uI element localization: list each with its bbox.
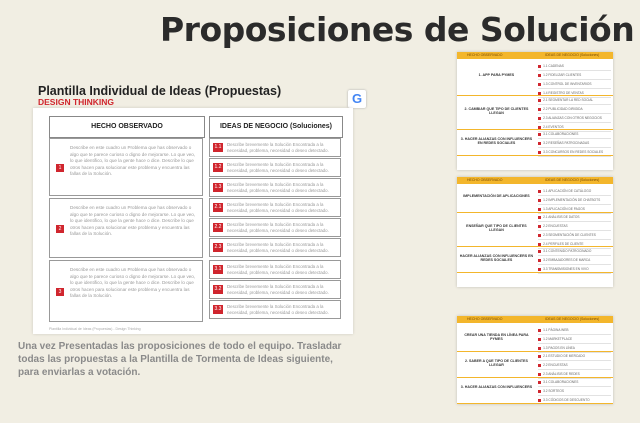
- mini-cell: [538, 196, 611, 205]
- mini-cell: [538, 352, 611, 361]
- mini-cell-text: 2.1 ESTUDIO DE MERCADO: [543, 354, 586, 358]
- observed-fact-cell[interactable]: [49, 260, 203, 322]
- mini-cell-marker: [538, 208, 541, 211]
- mini-cell-text: 1.1 CADENAS: [543, 64, 564, 68]
- mini-cell-marker: [538, 65, 541, 68]
- mini-cell-marker: [538, 338, 541, 341]
- mini-cell-marker: [538, 99, 541, 102]
- mini-row-cells: [538, 130, 611, 157]
- mini-cell-text: 2.3 ALIANZAS CON OTROS NEGOCIOS: [543, 116, 602, 120]
- mini-cell-text: 2.2 PUBLICIDAD DIRIGIDA: [543, 107, 583, 111]
- mini-cell: [538, 213, 611, 222]
- mini-cell: [538, 114, 611, 123]
- mini-cell: [538, 130, 611, 139]
- mini-cell-marker: [538, 364, 541, 367]
- mini-cell-text: 1.1 PÁGINA WEB: [543, 328, 569, 332]
- mini-cell-marker: [538, 83, 541, 86]
- mini-cell: [538, 247, 611, 256]
- mini-cell-marker: [538, 74, 541, 77]
- observed-text: Describe en este cuadro un Problema que has observado o algo que te parece curioso o digno de mejorarse. Lo que veo, lo que identifico, lo que la gente hace o dice. Describe lo que otros hacen para solucionar este problema y encuentra las fallas de la Solución.: [70, 205, 196, 236]
- idea-cell[interactable]: [209, 178, 341, 197]
- mini-cell: [538, 105, 611, 114]
- mini-row-label: 2. CAMBIAR QUE TIPO DE CLIENTES LLEGAN: [464, 107, 529, 116]
- mini-row: [457, 378, 613, 402]
- mini-cell-text: 3.1 COLABORACIONES: [543, 132, 579, 136]
- slide-description: Una vez Presentadas las proposiciones de todo el equipo. Trasladar todas las propuestas a la Plantilla de Tormenta de Ideas siguiente, para enviarlas a votación.: [18, 341, 342, 378]
- idea-text: Describe brevemente la Solución Encontrada a la necesidad, problema, necesidad o deseo detectado.: [227, 202, 329, 213]
- idea-number: 1.1: [214, 144, 222, 150]
- mini-cell: [538, 335, 611, 344]
- mini-cell-text: 2.4 EVENTOS: [543, 125, 564, 129]
- mini-header-observed: HECHO OBSERVADO: [467, 53, 503, 57]
- mini-cell-text: 3.2 EMBAJADORES DE MARCA: [543, 258, 591, 262]
- mini-sheet-header: [457, 177, 613, 184]
- observed-fact-cell[interactable]: [49, 198, 203, 258]
- mini-cell-marker: [538, 199, 541, 202]
- mini-row: [457, 213, 613, 245]
- mini-row-label: 3. HACER ALIANZAS CON INFLUENCERS EN REDES SOCIALES: [460, 137, 533, 146]
- mini-cell-marker: [538, 151, 541, 154]
- mini-cell-text: 1.2 IMPLEMENTACIÓN DE CHATBOTS: [543, 198, 601, 202]
- mini-row-cells: [538, 378, 611, 404]
- mini-cell-text: 1.2 FIDELIZAR CLIENTES: [543, 73, 582, 77]
- mini-cell-text: 3.1 COLABORACIONES: [543, 380, 579, 384]
- mini-cell-marker: [538, 190, 541, 193]
- idea-number: 2.1: [214, 204, 222, 210]
- mini-cell: [538, 326, 611, 335]
- observed-text: Describe en este cuadro un Problema que has observado o algo que te parece curioso o digno de mejorarse. Lo que veo, lo que identifico, lo que la gente hace o dice. Describe lo que otros hacen para solucionar este problema y encuentra las fallas de la Solución.: [70, 145, 196, 176]
- mini-cell-text: 3.3 CONCURSOS EN REDES SOCIALES: [543, 150, 604, 154]
- mini-cell-marker: [538, 142, 541, 145]
- idea-number: 3.1: [214, 266, 222, 272]
- idea-cell[interactable]: [209, 280, 341, 299]
- mini-cell: [538, 62, 611, 71]
- idea-cell[interactable]: [209, 260, 341, 279]
- mini-row-cells: [538, 96, 611, 132]
- mini-cell: [538, 139, 611, 148]
- mini-row-cells: [538, 352, 611, 379]
- idea-group: [49, 138, 341, 196]
- mini-sheet-3: [457, 316, 613, 404]
- mini-row: [457, 96, 613, 128]
- mini-row-label: 2. SABER A QUE TIPO DE CLIENTES LLEGAR: [465, 359, 528, 368]
- mini-header-observed: HECHO OBSERVADO: [467, 178, 503, 182]
- idea-text: Describe brevemente la Solución Encontrada a la necesidad, problema, necesidad o deseo detectado.: [227, 264, 329, 275]
- mini-row-cells: [538, 187, 611, 214]
- observed-number: 2: [56, 225, 64, 233]
- mini-cell-marker: [538, 117, 541, 120]
- mini-cell: [538, 378, 611, 387]
- mini-row: [457, 187, 613, 211]
- mini-cell-text: 2.3 SEGMENTACIÓN DE CLIENTES: [543, 233, 596, 237]
- mini-cell: [538, 80, 611, 89]
- mini-cell: [538, 387, 611, 396]
- mini-cell: [538, 96, 611, 105]
- mini-row-cells: [538, 247, 611, 274]
- mini-cell-text: 3.3 TRANSMISIONES EN VIVO: [543, 267, 589, 271]
- mini-cell-text: 2.1 SEGMENTAR LA RED SOCIAL: [543, 98, 594, 102]
- mini-header-ideas: IDEAS DE NEGOCIO (Soluciones): [545, 53, 600, 57]
- idea-text: Describe brevemente la Solución Encontrada a la necesidad, problema, necesidad o deseo detectado.: [227, 162, 329, 173]
- mini-sheet-header: [457, 52, 613, 59]
- mini-row-label: 1. APP PARA PYMES: [478, 73, 515, 77]
- observed-number: 3: [56, 288, 64, 296]
- sheet-footer: Plantilla Individual de Ideas (Propuestas) - Design Thinking: [49, 327, 141, 331]
- mini-cell-marker: [538, 329, 541, 332]
- idea-group: [49, 260, 341, 322]
- mini-row-label: CREAR UNA TIENDA EN LÍNEA PARA PYMES: [464, 333, 529, 342]
- mini-row: [457, 352, 613, 376]
- mini-cell-marker: [538, 373, 541, 376]
- mini-cell-marker: [538, 259, 541, 262]
- idea-text: Describe brevemente la Solución Encontrada a la necesidad, problema, necesidad o deseo detectado.: [227, 222, 329, 233]
- mini-cell-marker: [538, 216, 541, 219]
- mini-row: [457, 326, 613, 350]
- idea-cell[interactable]: [209, 138, 341, 157]
- observed-number: 1: [56, 164, 64, 172]
- mini-row: [457, 130, 613, 154]
- mini-cell-text: 1.2 MARKETPLACE: [543, 337, 573, 341]
- google-icon: G: [348, 90, 366, 108]
- idea-group: [49, 198, 341, 258]
- mini-cell-text: 2.2 ENCUESTAS: [543, 363, 568, 367]
- mini-row-divider: [457, 155, 613, 156]
- idea-cell[interactable]: [209, 198, 341, 217]
- mini-row-label: ENSEÑAR QUE TIPO DE CLIENTES LLEGAN: [466, 224, 527, 233]
- idea-number: 1.3: [214, 184, 222, 190]
- mini-cell: [538, 71, 611, 80]
- mini-row-label: IMPLEMENTACIÓN DE APLICACIONES: [463, 194, 530, 198]
- mini-row-cells: [538, 62, 611, 98]
- mini-cell-marker: [538, 234, 541, 237]
- mini-cell-text: 2.3 ANÁLISIS DE REDES: [543, 372, 580, 376]
- idea-cell[interactable]: [209, 218, 341, 237]
- idea-number: 3.2: [214, 286, 222, 292]
- idea-text: Describe brevemente la Solución Encontrada a la necesidad, problema, necesidad o deseo detectado.: [227, 242, 329, 253]
- mini-cell-text: 3.2 RESEÑAS PATROCINADAS: [543, 141, 590, 145]
- idea-number: 3.3: [214, 306, 222, 312]
- mini-cell-text: 3.2 SORTEOS: [543, 389, 564, 393]
- mini-cell-marker: [538, 355, 541, 358]
- idea-cell[interactable]: [209, 158, 341, 177]
- mini-cell-text: 3.1 CONTENIDO PATROCINADO: [543, 249, 592, 253]
- mini-cell-text: 2.1 ANÁLISIS DE DATOS: [543, 215, 580, 219]
- mini-row: [457, 62, 613, 94]
- idea-cell[interactable]: [209, 238, 341, 257]
- mini-cell-marker: [538, 381, 541, 384]
- mini-cell-text: 1.3 APLICACIÓN DE PAGOS: [543, 207, 585, 211]
- observed-fact-cell[interactable]: [49, 138, 203, 196]
- mini-cell-text: 1.3 PAGOS EN LÍNEA: [543, 346, 575, 350]
- header-observed: HECHO OBSERVADO: [49, 116, 205, 138]
- mini-cell-marker: [538, 225, 541, 228]
- mini-row-divider: [457, 272, 613, 273]
- mini-cell-text: 1.4 REGISTRO DE VENTAS: [543, 91, 584, 95]
- mini-sheet-header: [457, 316, 613, 323]
- mini-row-label: HACER ALIANZAS CON INFLUENCERS EN REDES SOCIALES: [459, 254, 534, 263]
- mini-cell: [538, 361, 611, 370]
- mini-cell-text: 1.1 APLICACIÓN DE CATÁLOGO: [543, 189, 592, 193]
- idea-number: 1.2: [214, 164, 222, 170]
- mini-cell: [538, 256, 611, 265]
- mini-cell-marker: [538, 250, 541, 253]
- mini-cell-text: 1.3 CONTROL DE INVENTARIOS: [543, 82, 592, 86]
- observed-text: Describe en este cuadro un Problema que has observado o algo que te parece curioso o digno de mejorarse. Lo que veo, lo que identifico, lo que la gente hace o dice. Describe lo que otros hacen para solucionar este problema y encuentra las fallas de la Solución.: [70, 267, 196, 298]
- idea-text: Describe brevemente la Solución Encontrada a la necesidad, problema, necesidad o deseo detectado.: [227, 142, 329, 153]
- mini-cell-marker: [538, 399, 541, 402]
- mini-row-divider: [457, 403, 613, 404]
- mini-row-cells: [538, 326, 611, 353]
- mini-cell-text: 2.2 ENCUESTAS: [543, 224, 568, 228]
- mini-cell-text: 2.4 PERFILES DE CLIENTE: [543, 242, 584, 246]
- idea-number: 2.2: [214, 224, 222, 230]
- mini-cell: [538, 222, 611, 231]
- mini-cell-text: 3.3 CÓDIGOS DE DESCUENTO: [543, 398, 590, 402]
- mini-row: [457, 247, 613, 271]
- slide-title: Proposiciones de Solución: [160, 10, 635, 49]
- mini-cell: [538, 187, 611, 196]
- mini-cell-marker: [538, 268, 541, 271]
- mini-sheet-1: [457, 52, 613, 170]
- mini-cell-marker: [538, 133, 541, 136]
- idea-text: Describe brevemente la Solución Encontrada a la necesidad, problema, necesidad o deseo detectado.: [227, 284, 329, 295]
- idea-text: Describe brevemente la Solución Encontrada a la necesidad, problema, necesidad o deseo detectado.: [227, 182, 329, 193]
- mini-row-cells: [538, 213, 611, 249]
- idea-text: Describe brevemente la Solución Encontrada a la necesidad, problema, necesidad o deseo detectado.: [227, 304, 329, 315]
- template-title: Plantilla Individual de Ideas (Propuestas): [38, 84, 282, 98]
- mini-cell: [538, 231, 611, 240]
- mini-header-ideas: IDEAS DE NEGOCIO (Soluciones): [545, 178, 600, 182]
- mini-row-label: 3. HACER ALIANZAS CON INFLUENCERS: [460, 385, 533, 389]
- ideas-template-sheet: [33, 108, 353, 334]
- mini-cell-marker: [538, 347, 541, 350]
- mini-sheet-2: [457, 177, 613, 287]
- mini-cell-marker: [538, 108, 541, 111]
- mini-header-ideas: IDEAS DE NEGOCIO (Soluciones): [545, 317, 600, 321]
- idea-cell[interactable]: [209, 300, 341, 319]
- header-ideas: IDEAS DE NEGOCIO (Soluciones): [209, 116, 343, 138]
- mini-header-observed: HECHO OBSERVADO: [467, 317, 503, 321]
- mini-cell-marker: [538, 390, 541, 393]
- template-subtitle: DESIGN THINKING: [38, 97, 115, 107]
- idea-number: 2.3: [214, 244, 222, 250]
